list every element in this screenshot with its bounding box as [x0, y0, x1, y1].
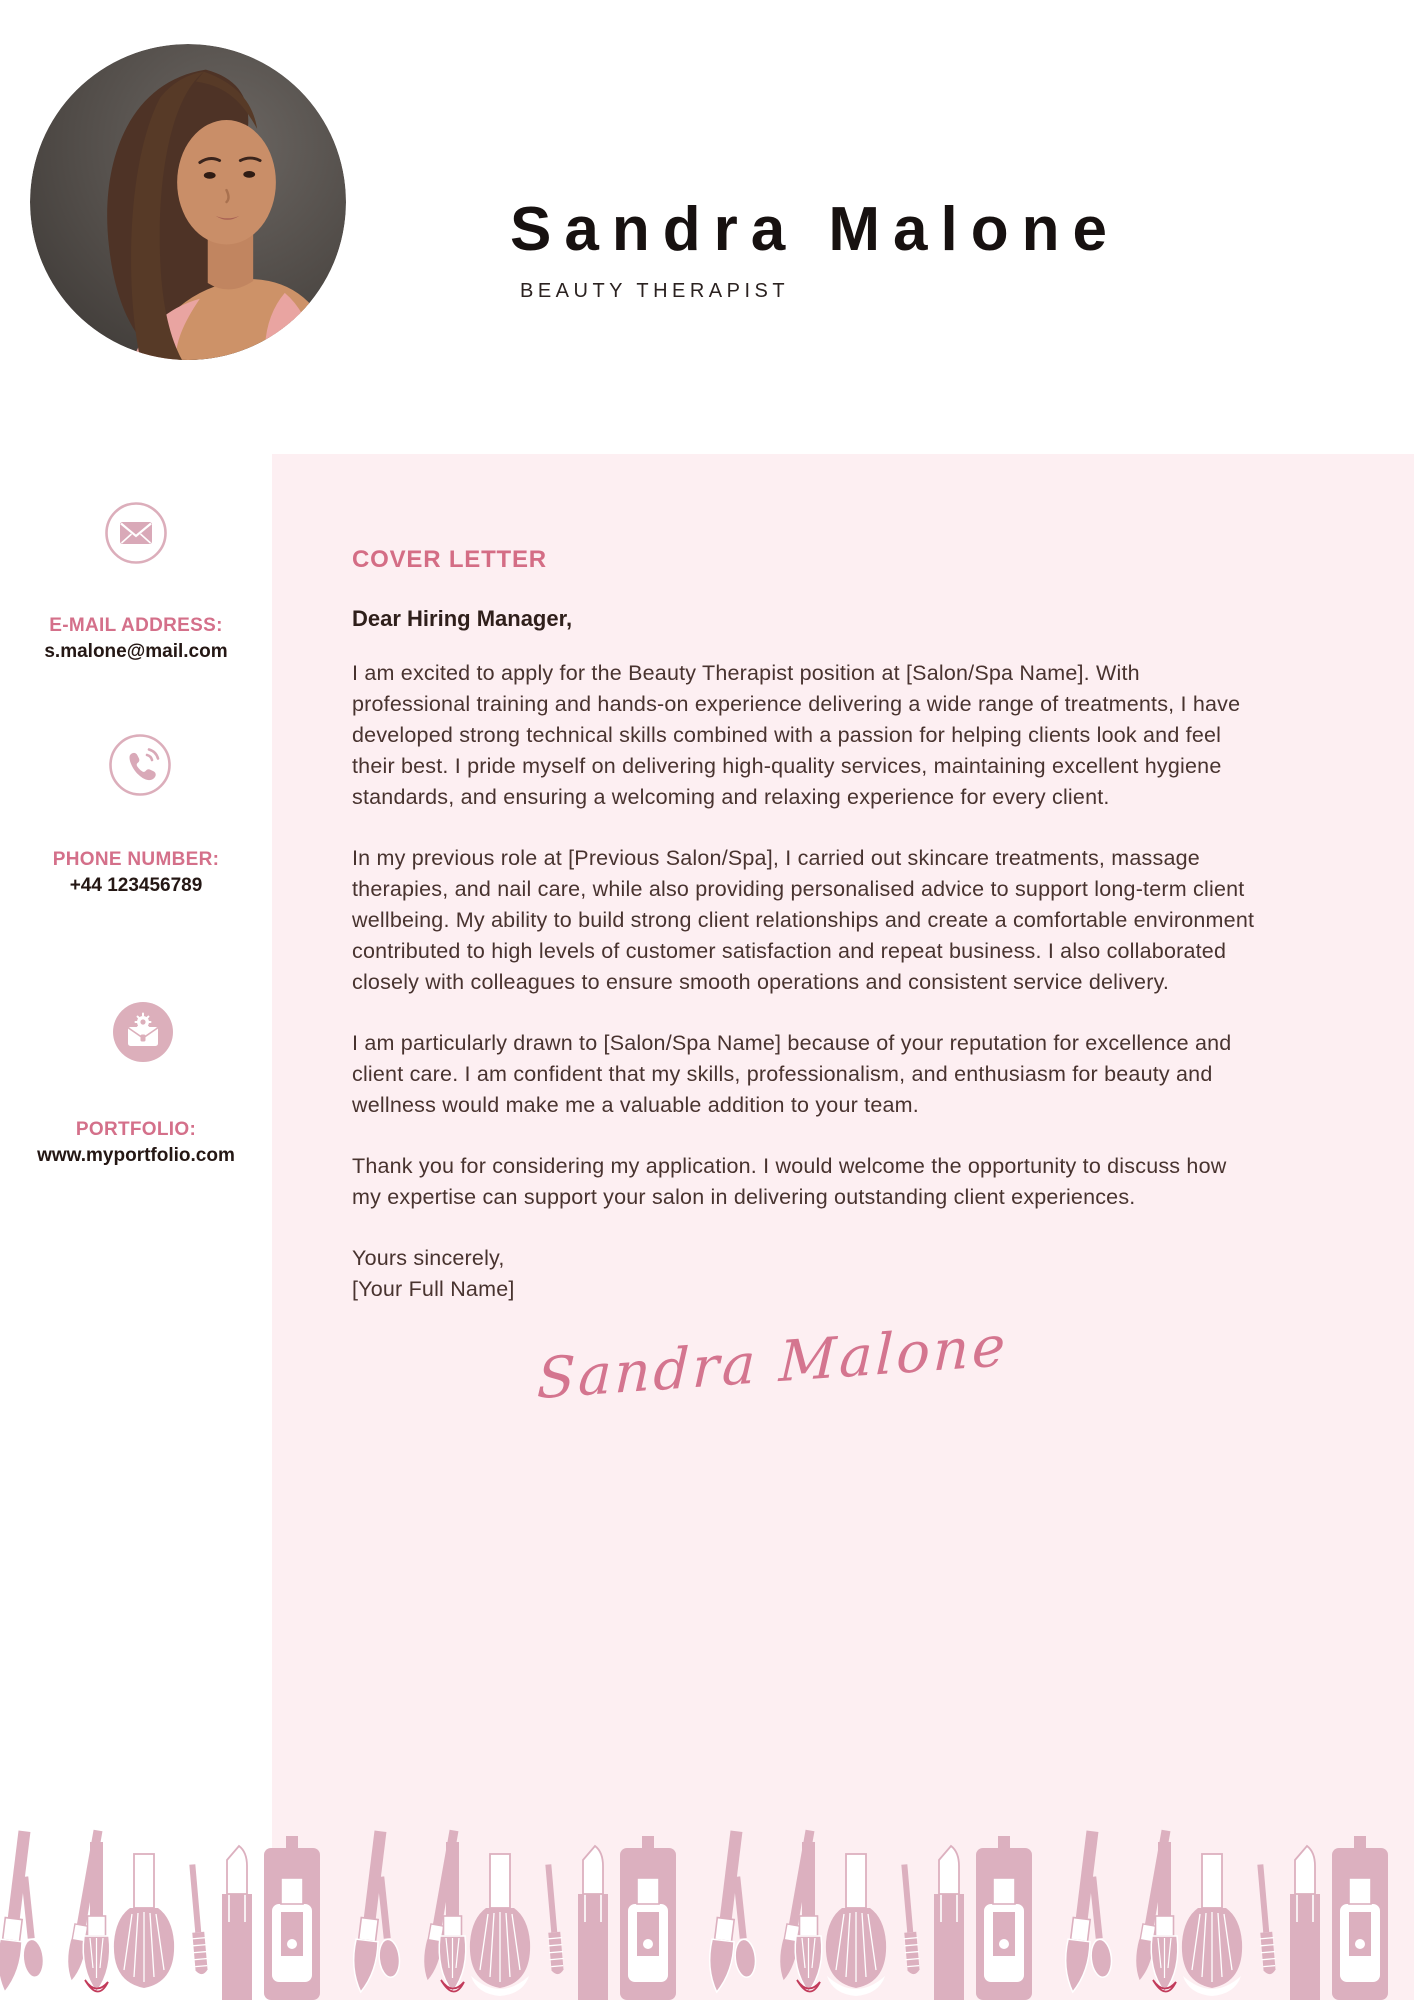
closing [352, 1243, 1260, 1305]
job-title: BEAUTY THERAPIST [520, 280, 790, 303]
email-label: E-MAIL ADDRESS: [49, 615, 223, 636]
header-name-block [510, 196, 1120, 303]
closing-line-2: [Your Full Name] [352, 1277, 515, 1301]
letter-panel [272, 454, 1414, 2000]
closing-line-1: Yours sincerely, [352, 1246, 505, 1270]
phone-icon [108, 733, 172, 797]
paragraph-3: I am particularly drawn to [Salon/Spa Name] because of your reputation for excellence and client care. I am confident that my skills, professionalism, and enthusiasm for beauty and wellness would make me a valuable addition to your team. [352, 1031, 1232, 1117]
profile-photo [30, 44, 346, 360]
phone-contact [0, 849, 272, 897]
portfolio-icon [111, 1000, 175, 1064]
section-heading: COVER LETTER [352, 546, 547, 573]
envelope-icon [104, 501, 168, 565]
portfolio-value: www.myportfolio.com [37, 1145, 235, 1166]
phone-label: PHONE NUMBER: [52, 849, 220, 870]
salutation: Dear Hiring Manager, [352, 606, 573, 631]
paragraph-1: I am excited to apply for the Beauty Therapist position at [Salon/Spa Name]. With professional training and hands-on experience delivering a wide range of treatments, I have developed strong technical skills combined with a passion for helping clients look and feel their best. I pride myself on delivering high-quality services, maintaining excellent hygiene standards, and ensuring a welcoming and relaxing experience for every client. [352, 661, 1241, 809]
page-title: Sandra Malone [510, 195, 1120, 264]
paragraph-2: In my previous role at [Previous Salon/Spa], I carried out skincare treatments, massage therapies, and nail care, while also providing personalised advice to support long-term client wellbeing. My ability to build strong client relationships and create a comfortable environment contributed to high levels of customer satisfaction and repeat business. I also collaborated closely with colleagues to ensure smooth operations and consistent service delivery. [352, 846, 1255, 994]
makeup-brushes-decoration [0, 1828, 1414, 2000]
portfolio-contact [0, 1119, 272, 1167]
portrait-illustration [30, 44, 346, 360]
email-value: s.malone@mail.com [44, 641, 228, 662]
signature: Sandra Malone [535, 1313, 1010, 1413]
phone-value: +44 123456789 [69, 875, 203, 896]
paragraph-4: Thank you for considering my application. I would welcome the opportunity to discuss how my expertise can support your salon in delivering outstanding client experiences. [352, 1154, 1227, 1209]
email-contact [0, 615, 272, 663]
letter-body [272, 454, 1262, 1412]
portfolio-label: PORTFOLIO: [75, 1119, 197, 1140]
